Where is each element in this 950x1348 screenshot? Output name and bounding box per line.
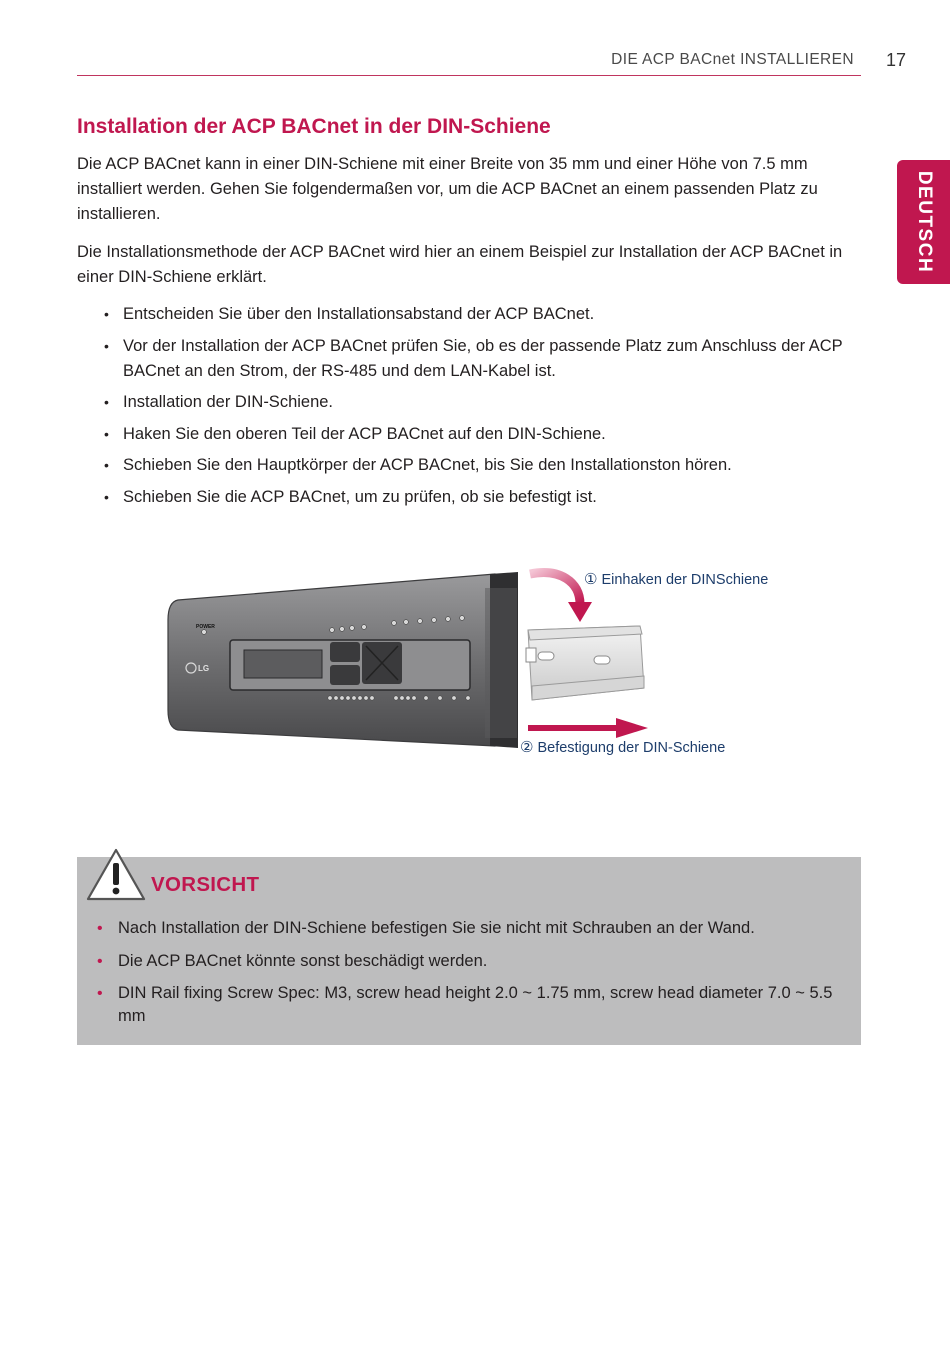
bullet-icon: • [104,337,109,354]
language-tab-label: DEUTSCH [913,170,935,274]
bullet-icon: • [97,920,103,937]
list-item-text: Haken Sie den oberen Teil der ACP BACnet auf den DIN-Schiene. [123,424,606,443]
caution-title: VORSICHT [151,873,260,896]
power-label: POWER [196,624,215,630]
list-item [77,302,862,327]
list-item-text: Vor der Installation der ACP BACnet prüfen Sie, ob es der passende Platz zum Anschluss der ACP BACnet an den Strom, der RS-485 und dem LAN-Kabel ist. [123,336,843,380]
device-logo: LG [198,664,210,673]
callout-number: ② [520,739,534,756]
callout-fasten [520,738,725,756]
list-item [97,917,847,940]
list-item-text: Nach Installation der DIN-Schiene befestigen Sie sie nicht mit Schrauben an der Wand. [118,919,755,937]
intro-paragraph: Die ACP BACnet kann in einer DIN-Schiene mit einer Breite von 35 mm und einer Höhe von 7.5 mm installiert werden. Gehen Sie folgendermaßen vor, um die ACP BACnet an einem passenden Platz zu installieren. [77,155,818,223]
list-item [97,982,847,1028]
list-item [77,422,862,447]
list-item [97,950,847,973]
list-item [77,334,862,384]
push-arrow-icon [528,718,648,738]
caution-list [97,917,847,1038]
callout-hook [584,570,768,588]
list-item-text: Installation der DIN-Schiene. [123,393,334,411]
running-head: DIE ACP BACnet INSTALLIEREN [611,51,854,68]
bullet-icon: • [104,425,109,442]
list-item-text: Schieben Sie die ACP BACnet, um zu prüfen, ob sie befestigt ist. [123,487,597,506]
list-item [77,485,862,510]
din-rail-installation-figure [160,560,800,770]
list-item [77,453,862,478]
acp-bacnet-device [168,572,518,748]
language-tab [897,160,950,284]
bullet-icon: • [104,306,109,322]
list-item-text: Entscheiden Sie über den Installationsabstand der ACP BACnet. [123,305,595,323]
section-title: Installation der ACP BACnet in der DIN-Schiene [77,115,551,138]
bullet-icon: • [97,952,103,970]
bullet-icon: • [104,488,109,505]
caution-box [77,857,861,1045]
callout-text: Einhaken der DINSchiene [601,572,769,588]
method-paragraph: Die Installationsmethode der ACP BACnet wird hier an einem Beispiel zur Installation der ACP BACnet in einer DIN-Schiene erklärt. [77,243,843,286]
list-item-text: DIN Rail fixing Screw Spec: M3, screw head height 2.0 ~ 1.75 mm, screw head diameter 7.0 ~ 5.5 mm [118,984,833,1025]
callout-number: ① [584,571,598,588]
din-rail [526,626,644,700]
bullet-icon: • [97,985,103,1002]
warning-triangle-icon [85,847,147,903]
bullet-icon: • [104,457,109,473]
page-number: 17 [886,50,907,70]
list-item-text: Die ACP BACnet könnte sonst beschädigt werden. [118,951,488,970]
list-item [77,390,862,415]
list-item-text: Schieben Sie den Hauptkörper der ACP BACnet, bis Sie den Installationston hören. [123,456,732,474]
installation-steps-list [77,302,862,516]
callout-text: Befestigung der DIN-Schiene [537,740,726,756]
header-rule [77,75,861,76]
bullet-icon: • [104,394,109,410]
hook-arrow-icon [530,573,592,622]
page-header [0,0,950,90]
